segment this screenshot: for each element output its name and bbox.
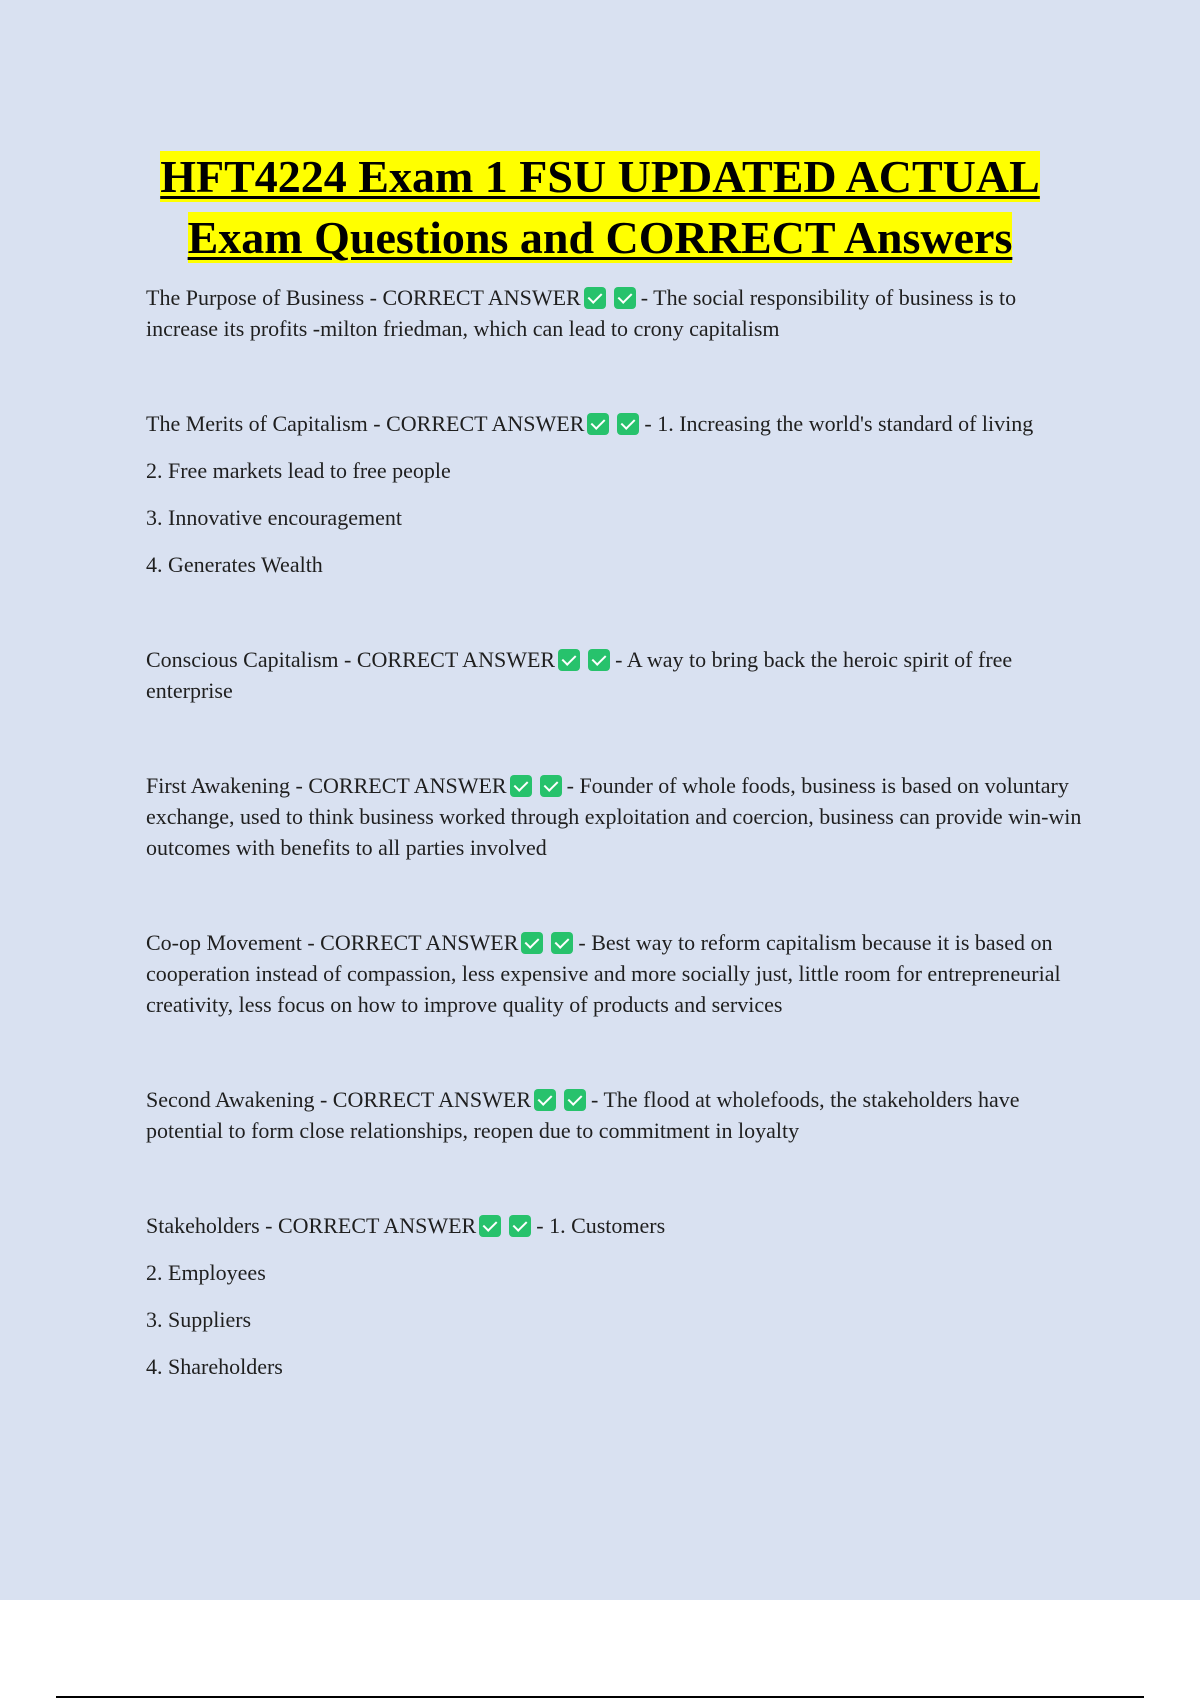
qa-line: The Merits of Capitalism - CORRECT ANSWER - 1. Increasing the world's standard of living (146, 411, 1034, 436)
answer-list-item: 4. Generates Wealth (146, 552, 323, 577)
green-check-icon (564, 1089, 586, 1111)
answer-list-item: 2. Employees (146, 1260, 266, 1285)
green-check-icon (509, 1215, 531, 1237)
question-term: Stakeholders (146, 1213, 260, 1238)
answer-marker: CORRECT ANSWER (308, 773, 507, 798)
question-term: First Awakening (146, 773, 291, 798)
title-block (100, 146, 1100, 268)
qa-entry (146, 1210, 1086, 1382)
answer-list-item: 3. Innovative encouragement (146, 505, 402, 530)
qa-line: Second Awakening - CORRECT ANSWER - The flood at wholefoods, the stakeholders have potential to form close relationships, reopen due to commitment in loyalty (146, 1087, 1020, 1143)
question-term: Second Awakening (146, 1087, 315, 1112)
qa-line: The Purpose of Business - CORRECT ANSWER - The social responsibility of business is to increase its profits -milton friedman, which can lead to crony capitalism (146, 285, 1017, 341)
answer-text: Founder of whole foods, business is based on voluntary exchange, used to think business worked through exploitation and coercion, business can provide win-win outcomes with benefits to all parties involved (146, 773, 1082, 860)
qa-line: First Awakening - CORRECT ANSWER - Founder of whole foods, business is based on voluntary exchange, used to think business worked through exploitation and coercion, business can provide win-win outcomes with benefits to all parties involved (146, 773, 1082, 860)
green-check-icon (521, 932, 543, 954)
answer-marker: CORRECT ANSWER (382, 285, 581, 310)
document-title: HFT4224 Exam 1 FSU UPDATED ACTUAL Exam Questions and CORRECT Answers (160, 151, 1040, 263)
answer-marker: CORRECT ANSWER (356, 647, 556, 672)
green-check-icon (479, 1215, 501, 1237)
qa-line: Stakeholders - CORRECT ANSWER - 1. Customers (146, 1213, 666, 1238)
answer-marker: CORRECT ANSWER (320, 930, 519, 955)
qa-entry (146, 282, 1086, 344)
answer-marker: CORRECT ANSWER (332, 1087, 532, 1112)
green-check-icon (617, 413, 639, 435)
green-check-icon (584, 287, 606, 309)
green-check-icon (510, 775, 532, 797)
qa-line: Conscious Capitalism - CORRECT ANSWER - A way to bring back the heroic spirit of free enterprise (146, 647, 1013, 703)
answer-text: A way to bring back the heroic spirit of free enterprise (146, 647, 1013, 703)
answer-text: 1. Increasing the world's standard of living (657, 411, 1034, 436)
qa-entry (146, 927, 1086, 1020)
green-check-icon (587, 413, 609, 435)
qa-entry (146, 644, 1086, 706)
answer-text: The flood at wholefoods, the stakeholders have potential to form close relationships, reopen due to commitment in loyalty (146, 1087, 1020, 1143)
answer-list-item: 2. Free markets lead to free people (146, 458, 451, 483)
green-check-icon (588, 649, 610, 671)
qa-line: Co-op Movement - CORRECT ANSWER - Best way to reform capitalism because it is based on cooperation instead of compassion, less expensive and more socially just, little room for entrepreneurial creativity, less focus on how to improve quality of products and services (146, 930, 1061, 1017)
qa-entry (146, 408, 1086, 580)
qa-entry (146, 770, 1086, 863)
answer-marker: CORRECT ANSWER (277, 1213, 477, 1238)
footer-divider (56, 1696, 1144, 1698)
question-term: Conscious Capitalism (146, 647, 339, 672)
green-check-icon (558, 649, 580, 671)
question-term: The Merits of Capitalism (146, 411, 368, 436)
answer-text: 1. Customers (549, 1213, 666, 1238)
answer-marker: CORRECT ANSWER (386, 411, 585, 436)
answer-list-item: 3. Suppliers (146, 1307, 252, 1332)
question-term: The Purpose of Business (146, 285, 365, 310)
question-term: Co-op Movement (146, 930, 302, 955)
green-check-icon (551, 932, 573, 954)
answer-text: Best way to reform capitalism because it is based on cooperation instead of compassion, less expensive and more socially just, little room for entrepreneurial creativity, less focus on how to improve quality of products and services (146, 930, 1061, 1017)
answer-text: The social responsibility of business is to increase its profits -milton friedman, which can lead to crony capitalism (146, 285, 1017, 341)
green-check-icon (540, 775, 562, 797)
green-check-icon (614, 287, 636, 309)
answer-list-item: 4. Shareholders (146, 1354, 283, 1379)
qa-entry (146, 1084, 1086, 1146)
qa-list (146, 282, 1086, 1446)
green-check-icon (534, 1089, 556, 1111)
